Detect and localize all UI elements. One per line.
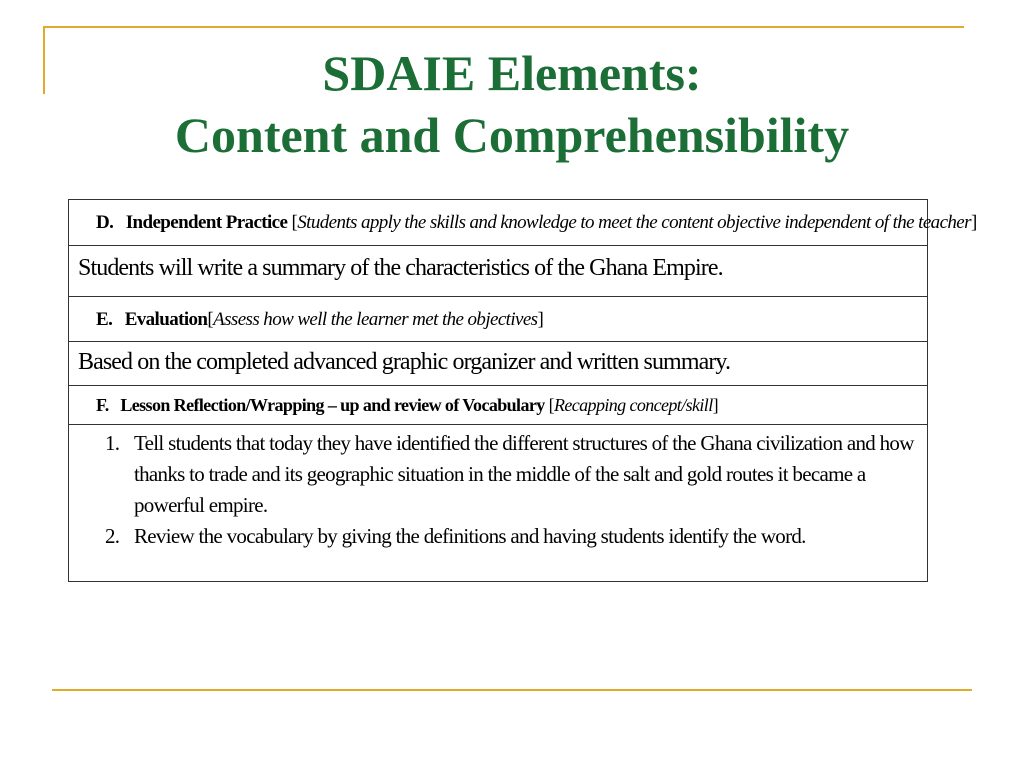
list-item-number: 1.: [105, 431, 120, 455]
section-d-content: [68, 245, 928, 297]
section-f-header: [68, 385, 928, 425]
decorative-top-line: [43, 26, 964, 28]
list-item: [69, 521, 929, 552]
list-item: [69, 428, 929, 521]
section-e-header: [68, 296, 928, 342]
section-f-bracket-open: [: [548, 395, 554, 415]
list-item-line: powerful empire.: [134, 493, 268, 517]
section-f-description: Recapping concept/skill: [553, 395, 713, 415]
decorative-bottom-line: [52, 689, 972, 691]
section-e-text: Based on the completed advanced graphic organizer and written summary.: [78, 349, 731, 375]
section-d-heading: Independent Practice: [125, 212, 288, 233]
section-e-heading: Evaluation: [124, 309, 208, 330]
section-f-bracket-close: ]: [712, 395, 719, 415]
title-line-2: Content and Comprehensibility: [174, 107, 850, 163]
section-f-letter: F.: [96, 395, 109, 415]
list-item-line: Tell students that today they have identified the different structures of the Ghana civilization and how: [134, 431, 914, 455]
section-d-description: Students apply the skills and knowledge to meet the content objective independent of the teacher: [297, 212, 971, 233]
list-item-line: Review the vocabulary by giving the definitions and having students identify the word.: [134, 524, 806, 548]
section-e-bracket-close: ]: [537, 309, 544, 330]
section-d-bracket-open: [: [291, 212, 298, 233]
decorative-left-line: [43, 26, 45, 94]
section-e-content: [68, 341, 928, 386]
section-f-heading: Lesson Reflection/Wrapping – up and review of Vocabulary: [120, 395, 545, 415]
section-d-bracket-close: ]: [970, 212, 977, 233]
reflection-list: [69, 428, 929, 552]
section-d-text: Students will write a summary of the characteristics of the Ghana Empire.: [78, 255, 723, 281]
section-e-description: Assess how well the learner met the objectives: [213, 309, 538, 330]
section-f-content: [68, 424, 928, 582]
section-d-letter: D.: [96, 212, 114, 233]
section-e-bracket-open: [: [207, 309, 214, 330]
list-item-line: thanks to trade and its geographic situation in the middle of the salt and gold routes it became a: [134, 462, 866, 486]
slide-title: [80, 42, 944, 166]
list-item-number: 2.: [105, 524, 120, 548]
section-e-letter: E.: [96, 309, 113, 330]
section-d-header: [68, 199, 977, 246]
title-line-1: SDAIE Elements:: [322, 45, 702, 101]
